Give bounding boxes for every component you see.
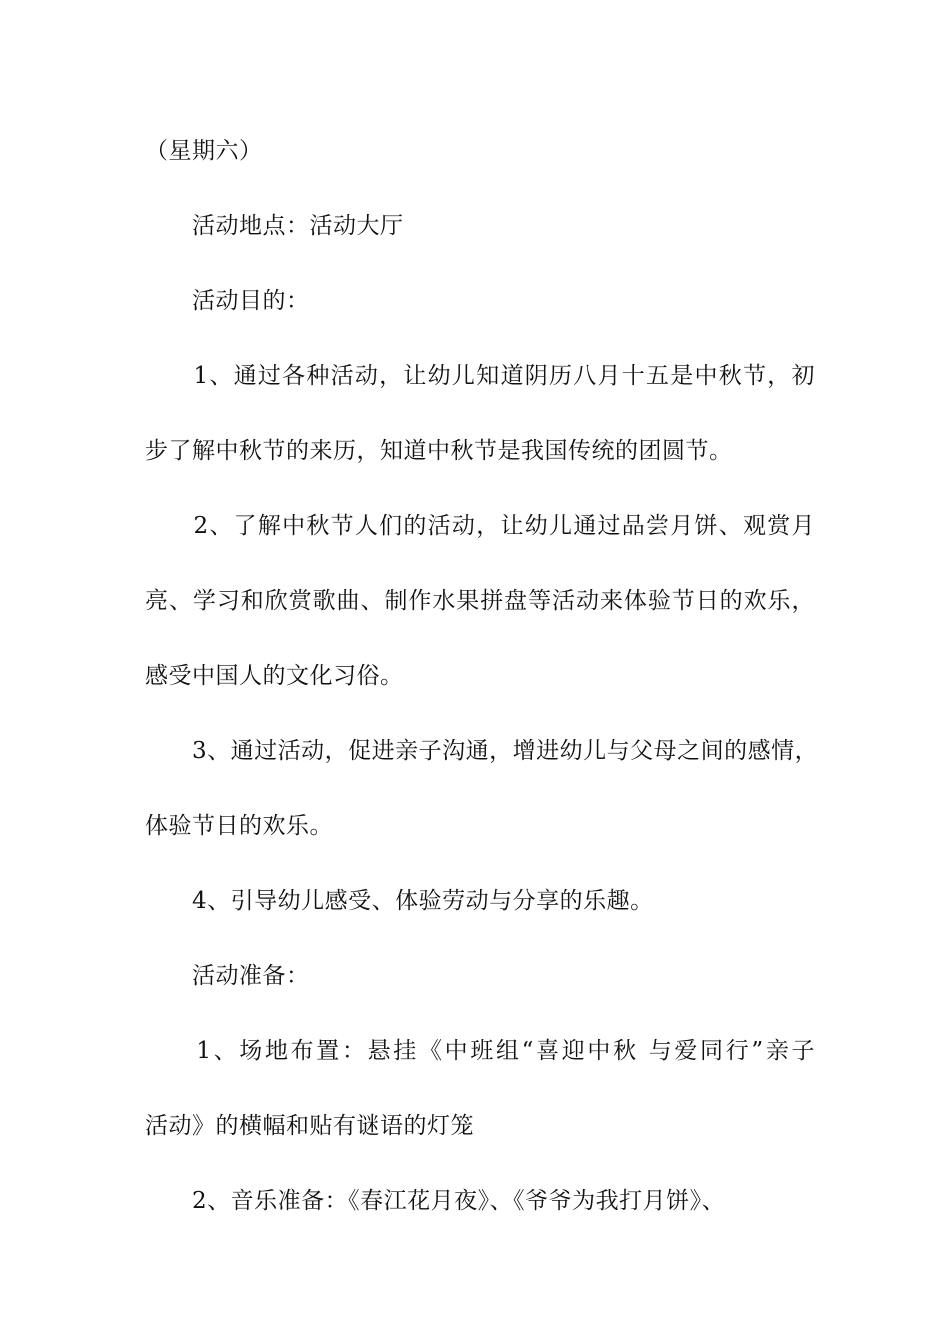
text-line-purpose-4: 4、引导幼儿感受、体验劳动与分享的乐趣。 [145,888,654,914]
text-line-purpose-2c: 感受中国人的文化习俗。 [145,663,404,689]
text-line-location: 活动地点：活动大厅 [145,213,404,239]
text-line-purpose-1b: 步了解中秋节的来历，知道中秋节是我国传统的团圆节。 [145,438,733,464]
text-line-weekday: （星期六） [145,138,263,164]
text-line-purpose-2b: 亮、学习和欣赏歌曲、制作水果拼盘等活动来体验节日的欢乐， [145,588,815,614]
text-line-purpose-heading: 活动目的： [145,288,310,314]
text-line-preparation-1a: 1、场地布置：悬挂《中班组“喜迎中秋 与爱同行”亲子 [145,1038,815,1064]
text-line-preparation-2: 2、音乐准备：《春江花月夜》、《爷爷为我打月饼》、 [145,1188,726,1214]
text-line-purpose-1a: 1、通过各种活动，让幼儿知道阴历八月十五是中秋节，初 [145,363,815,389]
text-line-preparation-1b: 活动》的横幅和贴有谜语的灯笼 [145,1113,474,1139]
text-line-preparation-heading: 活动准备： [145,963,310,989]
text-line-purpose-2a: 2、了解中秋节人们的活动，让幼儿通过品尝月饼、观赏月 [145,513,815,539]
text-line-purpose-3b: 体验节日的欢乐。 [145,813,333,839]
text-line-purpose-3a: 3、通过活动，促进亲子沟通，增进幼儿与父母之间的感情， [145,738,819,764]
